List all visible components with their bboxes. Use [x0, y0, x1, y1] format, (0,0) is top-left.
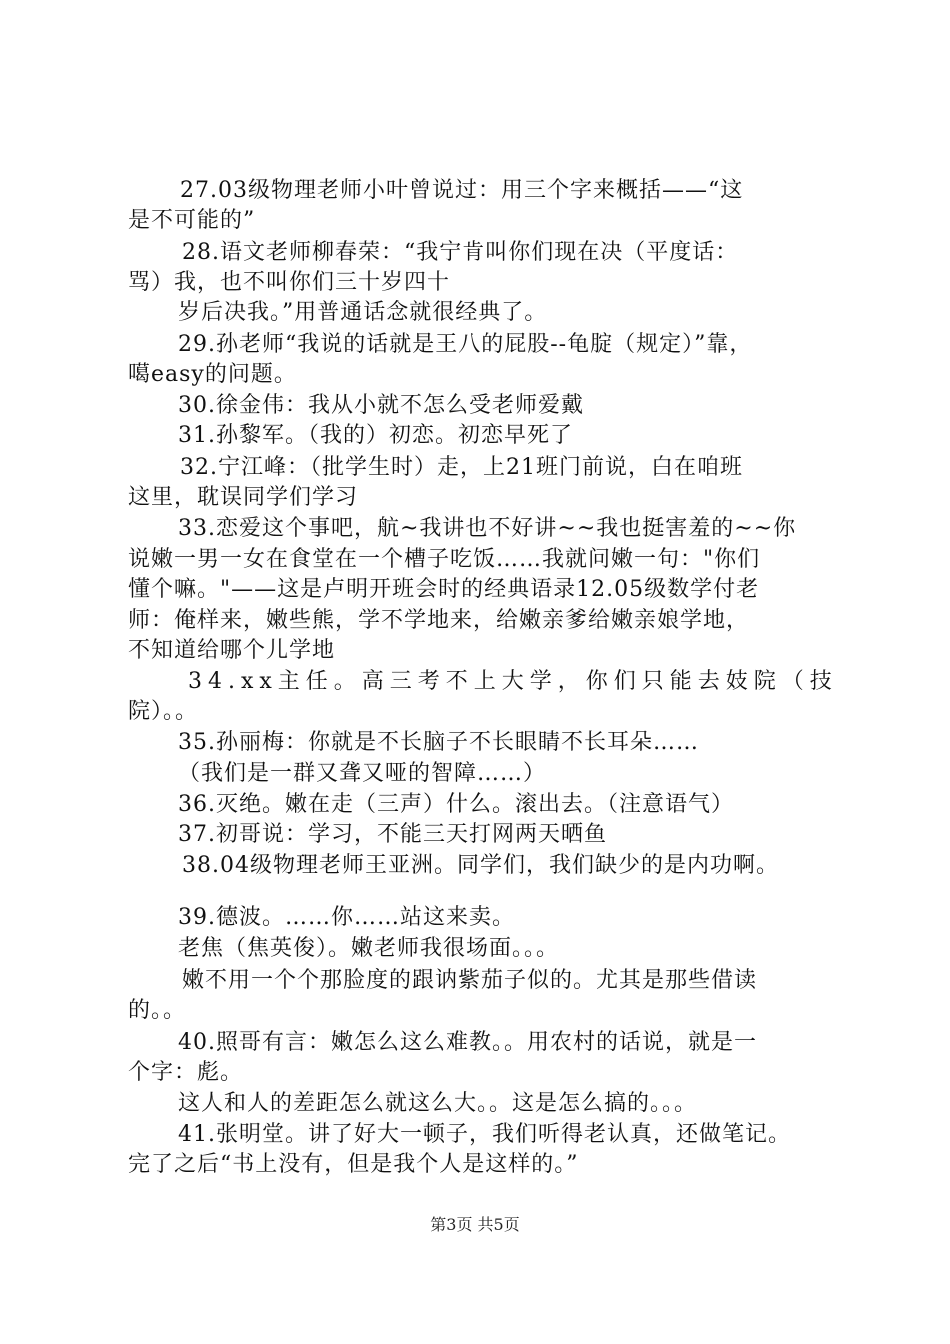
- page-footer: 第3页 共5页: [430, 1215, 520, 1234]
- text-line: 懂个嘛。"——这是卢明开班会时的经典语录12.05级数学付老: [128, 577, 760, 602]
- text-line: 32.宁江峰：（批学生时）走，上21班门前说，白在咱班: [180, 455, 743, 480]
- text-line: 36.灭绝。嫩在走（三声）什么。滚出去。（注意语气）: [178, 792, 734, 817]
- text-line: 31.孙黎军。（我的）初恋。初恋早死了: [178, 423, 573, 448]
- text-line: 说嫩一男一女在食堂在一个槽子吃饭……我就问嫩一句："你们: [128, 547, 761, 572]
- text-line: 老焦（焦英俊）。嫩老师我很场面。。。: [178, 936, 560, 961]
- text-line: 完了之后“书上没有，但是我个人是这样的。”: [128, 1152, 579, 1177]
- text-line: 个字：彪。: [128, 1060, 244, 1085]
- text-line: 34.xx主任。高三考不上大学，你们只能去妓院（技: [188, 669, 838, 694]
- text-line: 岁后决我。”用普通话念就很经典了。: [178, 300, 548, 325]
- text-line: 27.03级物理老师小叶曾说过：用三个字来概括——“这: [180, 178, 744, 203]
- text-line: 不知道给哪个儿学地: [128, 638, 336, 663]
- text-line: 38.04级物理老师王亚洲。同学们，我们缺少的是内功啊。: [182, 853, 779, 878]
- text-line: 28.语文老师柳春荣：“我宁肯叫你们现在决（平度话：: [182, 240, 739, 265]
- text-line: 这里，耽误同学们学习: [128, 485, 359, 510]
- text-line: 30.徐金伟：我从小就不怎么受老师爱戴: [178, 393, 584, 418]
- text-line: （我们是一群又聋又哑的智障……）: [178, 761, 547, 786]
- text-line: 院）。。: [128, 699, 199, 724]
- text-line: 37.初哥说：学习，不能三天打网两天晒鱼: [178, 822, 607, 847]
- text-line: 嫩不用一个个那脸度的跟讷紫茄子似的。尤其是那些借读: [182, 968, 758, 993]
- text-line: 这人和人的差距怎么就这么大。。这是怎么搞的。。。: [178, 1091, 698, 1116]
- text-line: 40.照哥有言：嫩怎么这么难教。。用农村的话说，就是一: [178, 1030, 757, 1055]
- text-line: 41.张明堂。讲了好大一顿子，我们听得老认真，还做笔记。: [178, 1122, 791, 1147]
- text-line: 39.德波。……你……站这来卖。: [178, 905, 515, 930]
- text-line: 的。。: [128, 998, 187, 1023]
- text-line: 师：俺样来，嫩些熊，学不学地来，给嫩亲爹给嫩亲娘学地，: [128, 608, 750, 633]
- text-line: 噶easy的问题。: [128, 362, 297, 387]
- text-line: 是不可能的”: [128, 208, 256, 233]
- text-line: 29.孙老师“我说的话就是王八的屁股--龟腚（规定）”靠，: [178, 332, 753, 357]
- text-line: 骂）我，也不叫你们三十岁四十: [128, 270, 451, 295]
- text-line: 33.恋爱这个事吧，航~我讲也不好讲~~我也挺害羞的~~你: [178, 516, 797, 541]
- text-line: 35.孙丽梅：你就是不长脑子不长眼睛不长耳朵……: [178, 730, 699, 755]
